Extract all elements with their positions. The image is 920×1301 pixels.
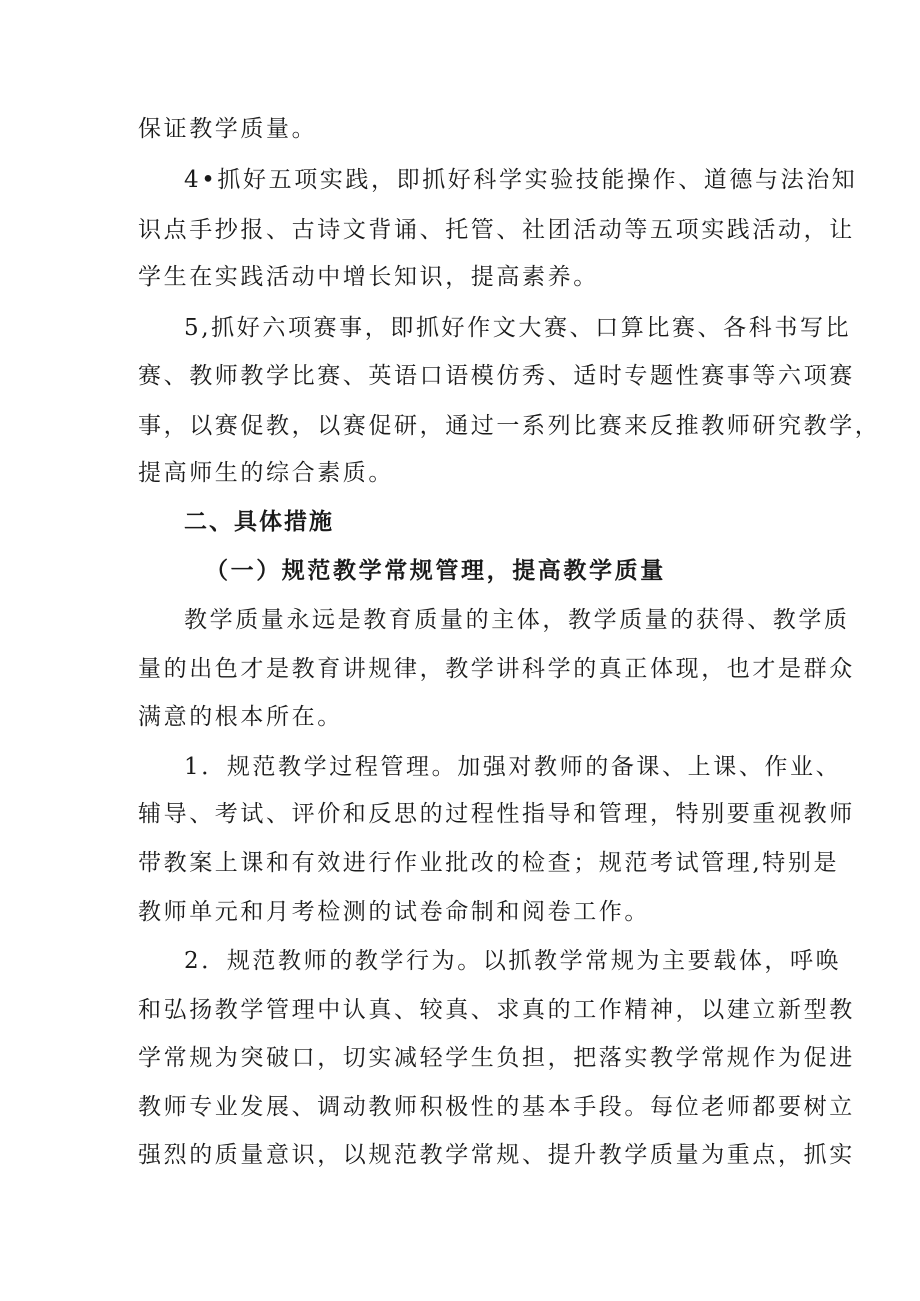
text-line: 1．规范教学过程管理。加强对教师的备课、上课、作业、: [184, 754, 842, 780]
text-line: 强烈的质量意识，以规范教学常规、提升教学质量为重点，抓实: [138, 1142, 855, 1168]
text-line: 满意的根本所在。: [138, 704, 343, 730]
text-line: 量的出色才是教育讲规律，教学讲科学的真正体现，也才是群众: [138, 656, 855, 682]
text-line: 教学质量永远是教育质量的主体，教学质量的获得、教学质: [184, 607, 850, 633]
text-line: 带教案上课和有效进行作业批改的检查；规范考试管理,特别是: [138, 850, 840, 876]
subsection-heading: （一）规范教学常规管理，提高教学质量: [205, 557, 666, 584]
text-line: 和弘扬教学管理中认真、较真、求真的工作精神，以建立新型教: [138, 997, 855, 1023]
text-line: 学生在实践活动中增长知识，提高素养。: [138, 264, 599, 290]
text-line: 学常规为突破口，切实减轻学生负担，把落实教学常规作为促进: [138, 1045, 855, 1071]
section-heading: 二、具体措施: [184, 509, 334, 535]
text-line: 赛、教师教学比赛、英语口语模仿秀、适时专题性赛事等六项赛: [138, 363, 855, 389]
text-line: 事，以赛促教，以赛促研，通过一系列比赛来反推教师研究教学，: [138, 413, 881, 439]
text-line: 2．规范教师的教学行为。以抓教学常规为主要载体，呼唤: [184, 948, 842, 974]
text-line: 识点手抄报、古诗文背诵、托管、社团活动等五项实践活动，让: [138, 217, 855, 243]
text-line: 辅导、考试、评价和反思的过程性指导和管理，特别要重视教师: [138, 801, 855, 827]
text-line: 提高师生的综合素质。: [138, 460, 394, 486]
text-line: 教师专业发展、调动教师积极性的基本手段。每位老师都要树立: [138, 1094, 855, 1120]
text-line: 保证教学质量。: [138, 116, 318, 142]
text-line: 4•抓好五项实践，即抓好科学实验技能操作、道德与法治知: [184, 167, 858, 193]
text-line: 5,抓好六项赛事，即抓好作文大赛、口算比赛、各科书写比: [184, 315, 852, 341]
text-line: 教师单元和月考检测的试卷命制和阅卷工作。: [138, 899, 650, 925]
